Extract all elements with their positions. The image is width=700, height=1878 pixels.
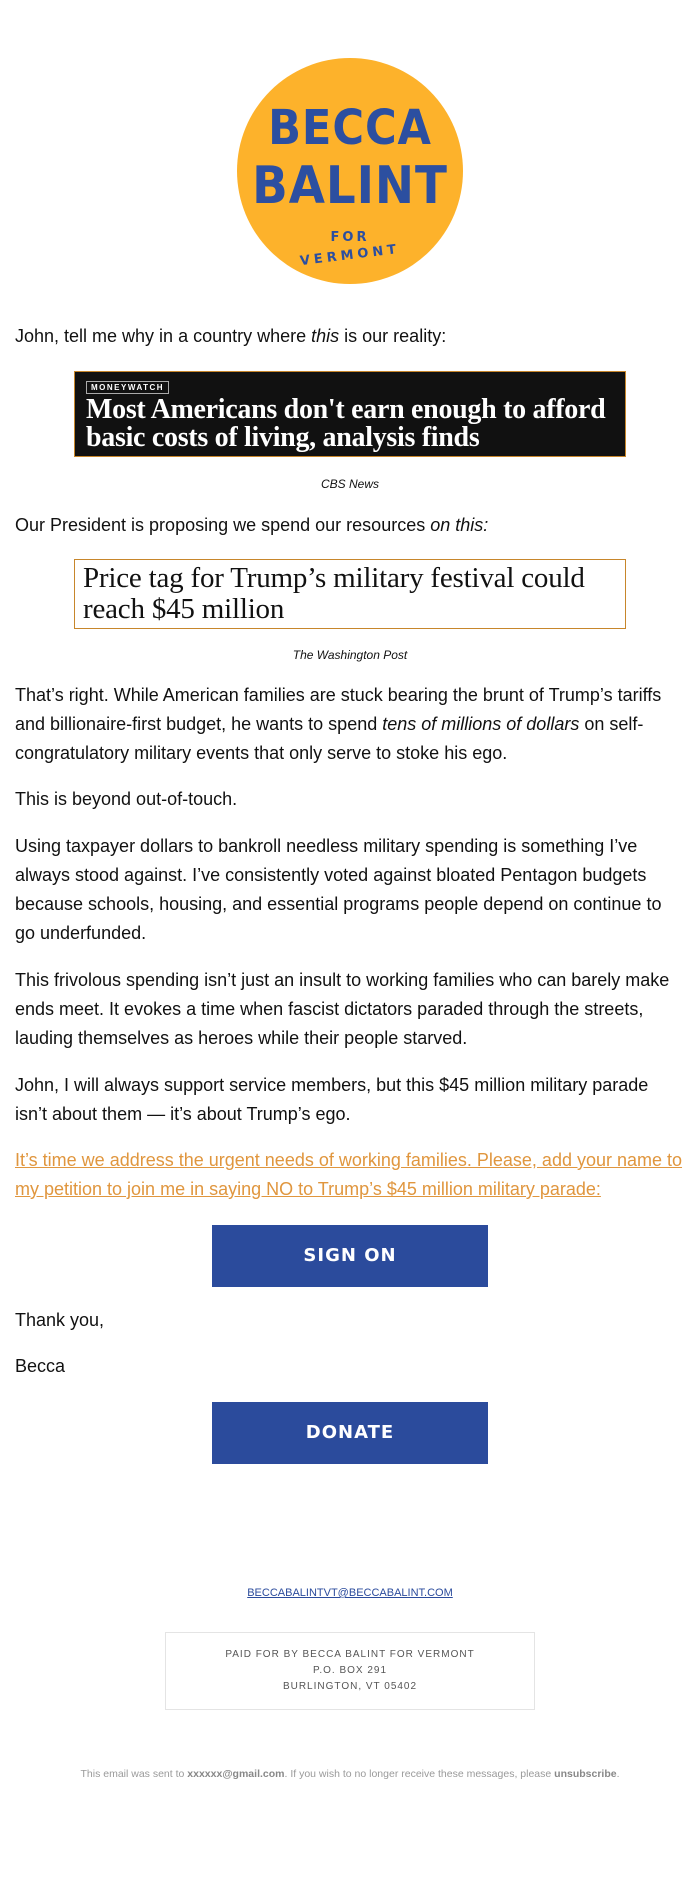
logo-circle — [237, 58, 463, 284]
donate-button[interactable]: DONATE — [212, 1402, 488, 1464]
intro-suffix: is our reality: — [339, 326, 447, 346]
intro-prefix: John, tell me why in a country where — [15, 326, 312, 346]
unsub-prefix: This email was sent to — [80, 1768, 188, 1780]
paid-for-box — [165, 1632, 535, 1710]
president-paragraph — [15, 511, 685, 540]
paragraph-frivolous: This frivolous spending isn’t just an insult to working families who can barely make ends meet. It evokes a time when fascist dictators paraded through the streets, lauding themselves as heroes while their people starved. — [15, 970, 670, 1048]
campaign-logo — [237, 58, 463, 284]
intro-paragraph — [15, 322, 685, 351]
unsubscribe-link[interactable]: unsubscribe — [554, 1768, 617, 1780]
moneywatch-tag: MONEYWATCH — [86, 381, 169, 394]
petition-link[interactable]: It’s time we address the urgent needs of working families. Please, add your name to my petition to join me in saying NO to Trump’s $45 million military parade: — [15, 1150, 683, 1199]
wapo-source-caption: The Washington Post — [292, 648, 408, 662]
cbs-headline-title: Most Americans don't earn enough to afford basic costs of living, analysis finds — [86, 394, 606, 453]
paragraph-tariffs — [15, 681, 685, 768]
logo-for: FOR — [330, 230, 370, 245]
city-line: BURLINGTON, VT 05402 — [282, 1681, 418, 1692]
para1-suffix: on self-congratulatory military events that only serve to stoke his ego. — [15, 714, 644, 763]
logo-last-name: BALINT — [252, 156, 448, 216]
logo-state: VERMONT — [299, 241, 401, 270]
recipient-email: xxxxxx@gmail.com — [187, 1768, 285, 1780]
footer-email-link[interactable]: BECCABALINTVT@BECCABALINT.COM — [247, 1587, 453, 1599]
closing-signature: Becca — [15, 1356, 66, 1376]
para1-prefix: That’s right. While American families are stuck bearing the brunt of Trump’s tariffs and billionaire-first budget, he wants to spend — [15, 685, 662, 734]
intro-emphasis: this — [311, 326, 340, 346]
wapo-headline-image — [74, 559, 626, 629]
cbs-headline-image — [74, 371, 626, 457]
president-prefix: Our President is proposing we spend our resources — [15, 515, 431, 535]
po-box-line: P.O. BOX 291 — [312, 1665, 388, 1676]
unsub-middle: . If you wish to no longer receive these messages, please — [284, 1768, 555, 1780]
paragraph-out-of-touch: This is beyond out-of-touch. — [15, 789, 238, 809]
unsub-end: . — [616, 1768, 620, 1780]
para1-emphasis: tens of millions of dollars — [382, 714, 580, 734]
president-emphasis: on this: — [430, 515, 489, 535]
paragraph-service-members: John, I will always support service members, but this $45 million military parade isn’t about them — it’s about Trump’s ego. — [15, 1075, 649, 1124]
paragraph-military-spending: Using taxpayer dollars to bankroll needless military spending is something I’ve always stood against. I’ve consistently voted against bloated Pentagon budgets because schools, housing, and essential programs people depend on continue to go underfunded. — [15, 836, 662, 943]
unsubscribe-notice — [0, 1768, 700, 1780]
wapo-headline-title: Price tag for Trump’s military festival could reach $45 million — [83, 562, 585, 625]
cbs-source-caption: CBS News — [320, 477, 379, 491]
sign-on-button[interactable]: SIGN ON — [212, 1225, 488, 1287]
closing-thanks: Thank you, — [15, 1310, 105, 1330]
logo-first-name: BECCA — [268, 100, 432, 156]
paid-for-line: PAID FOR BY BECCA BALINT FOR VERMONT — [225, 1649, 475, 1660]
